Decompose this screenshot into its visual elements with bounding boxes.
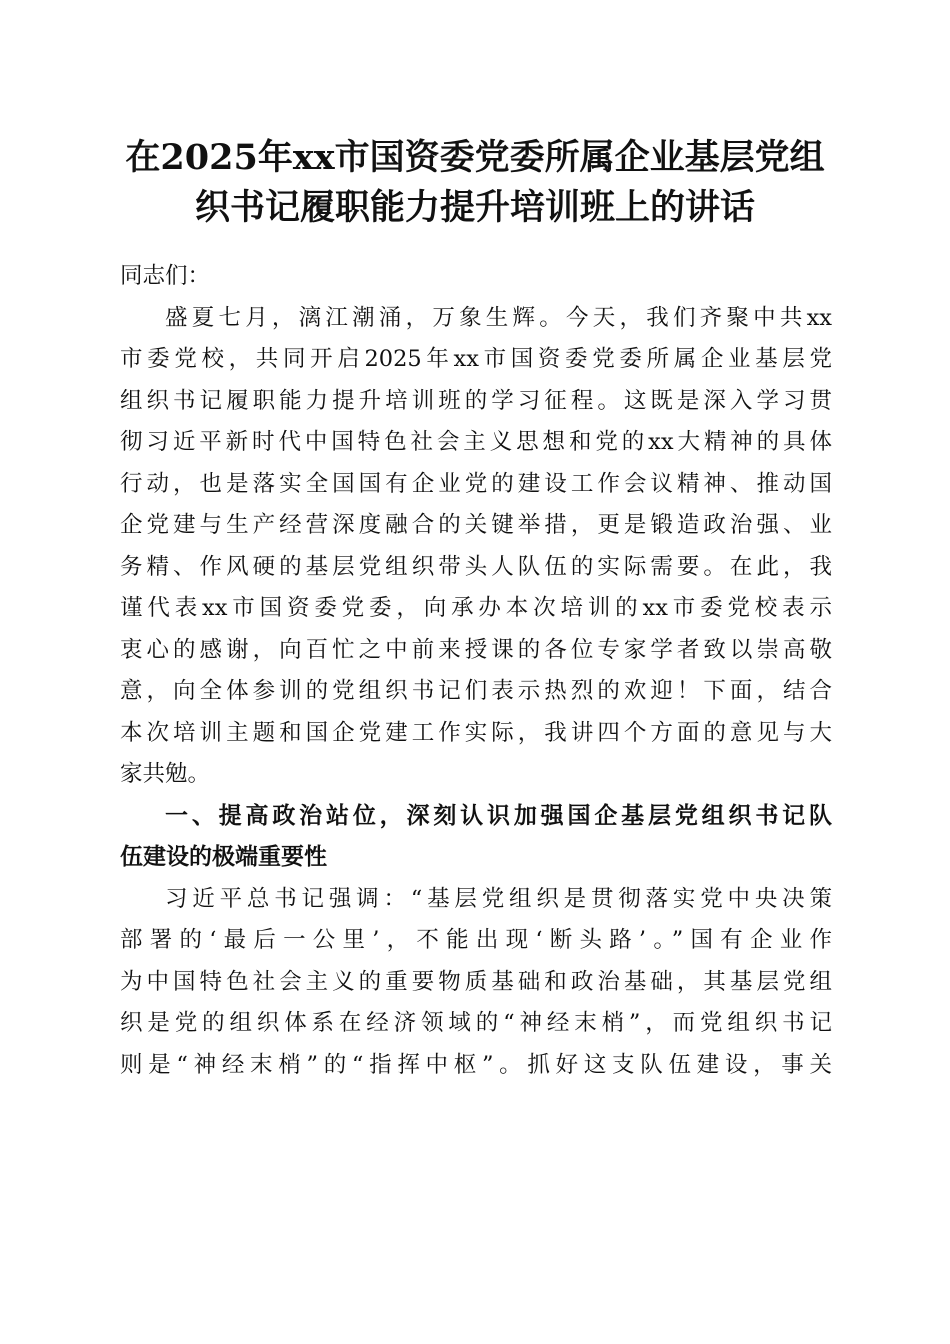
paragraph-line: 务精、作风硬的基层党组织带头人队伍的实际需要。在此，我 (120, 553, 832, 580)
title-line: 在2025年xx市国资委党委所属企业基层党组 (125, 137, 825, 178)
paragraph-line: 谨代表xx市国资委党委，向承办本次培训的xx市委党校表示 (120, 595, 832, 621)
heading-line: 伍建设的极端重要性 (120, 844, 327, 870)
salutation: 同志们： (120, 263, 211, 289)
paragraph-line: 则是“神经末梢”的“指挥中枢”。抓好这支队伍建设，事关 (120, 1051, 832, 1078)
paragraph-line: 企党建与生产经营深度融合的关键举措，更是锻造政治强、业 (120, 512, 832, 538)
paragraph-line: 行动，也是落实全国国有企业党的建设工作会议精神、推动国 (120, 470, 832, 497)
paragraph-line: 家共勉。 (120, 761, 211, 787)
document-title (100, 133, 850, 233)
title-line: 织书记履职能力提升培训班上的讲话 (194, 187, 755, 228)
paragraph-1 (120, 298, 832, 796)
paragraph-line: 市委党校，共同开启2025年xx市国资委党委所属企业基层党 (120, 346, 832, 372)
paragraph-line: 本次培训主题和国企党建工作实际，我讲四个方面的意见与大 (120, 719, 832, 746)
document-body (120, 256, 832, 1086)
paragraph-line: 组织书记履职能力提升培训班的学习征程。这既是深入学习贯 (120, 387, 832, 414)
paragraph-line: 习近平总书记强调：“基层党组织是贯彻落实党中央决策 (165, 885, 832, 912)
paragraph-line: 意，向全体参训的党组织书记们表示热烈的欢迎！下面，结合 (120, 678, 832, 704)
heading-line: 一、提高政治站位，深刻认识加强国企基层党组织书记队 (165, 802, 832, 829)
paragraph-line: 彻习近平新时代中国特色社会主义思想和党的xx大精神的具体 (120, 429, 832, 455)
section-heading-1 (120, 796, 832, 879)
paragraph-line: 织是党的组织体系在经济领域的“神经末梢”，而党组织书记 (120, 1010, 832, 1036)
paragraph-2 (120, 879, 832, 1087)
paragraph-line: 为中国特色社会主义的重要物质基础和政治基础，其基层党组 (120, 968, 832, 995)
paragraph-line: 盛夏七月，漓江潮涌，万象生辉。今天，我们齐聚中共xx (165, 304, 832, 331)
paragraph-line: 衷心的感谢，向百忙之中前来授课的各位专家学者致以崇高敬 (120, 636, 832, 663)
paragraph-line: 部署的‘最后一公里’，不能出现‘断头路’。”国有企业作 (120, 927, 832, 953)
